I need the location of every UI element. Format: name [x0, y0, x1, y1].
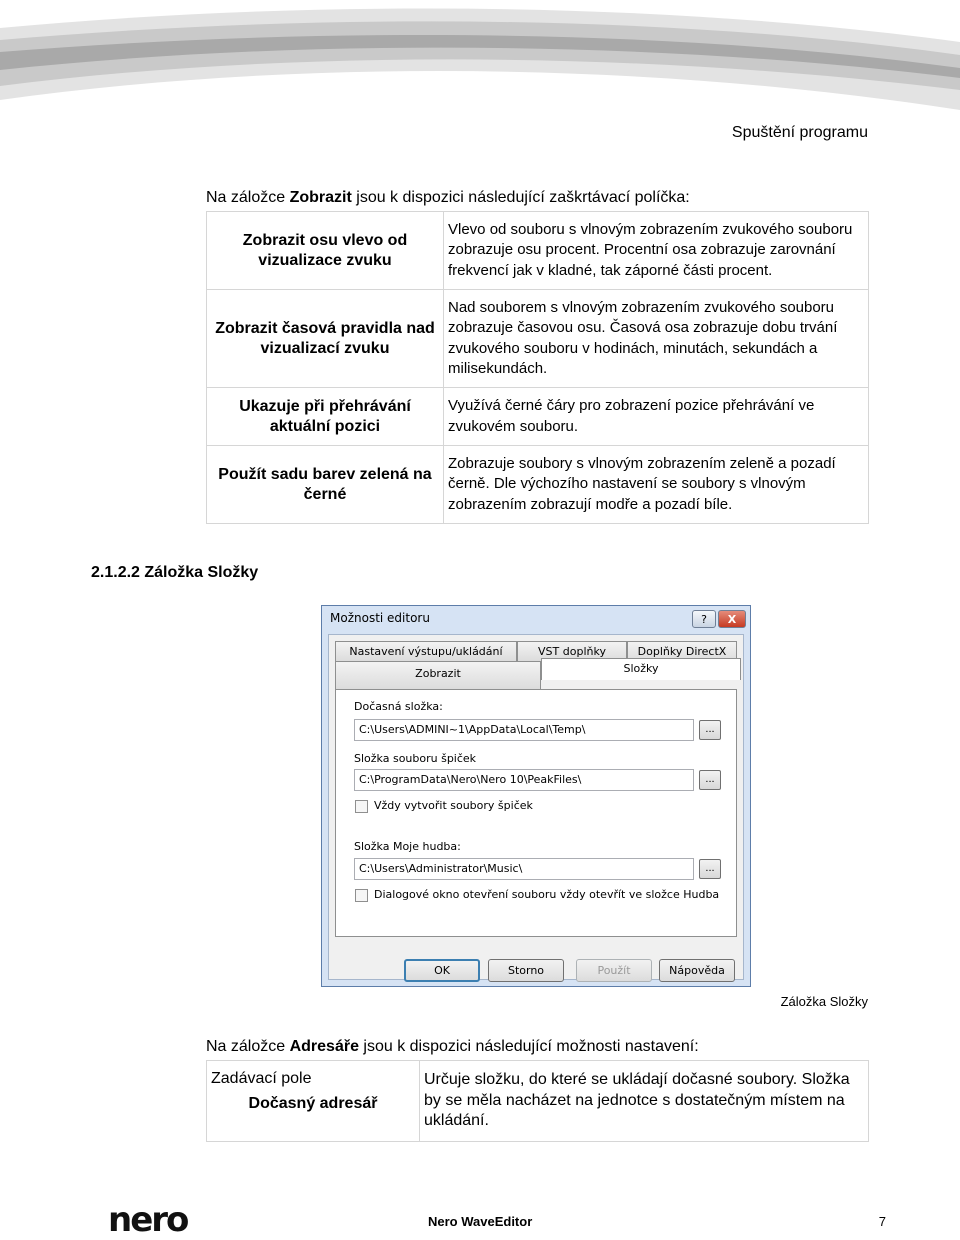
- section-title: Spuštění programu: [731, 124, 868, 141]
- help-button[interactable]: Nápověda: [659, 959, 735, 982]
- music-folder-label: Složka Moje hudba:: [354, 840, 461, 853]
- option-name: Zobrazit časová pravidla nad vizualizací zvuku: [207, 290, 444, 388]
- table-row: [207, 1061, 869, 1142]
- tab-folders[interactable]: Složky: [541, 658, 741, 680]
- tab-vst-plugins[interactable]: VST doplňky: [517, 641, 627, 661]
- option-description: Využívá černé čáry pro zobrazení pozice přehrávání ve zvukovém souboru.: [444, 388, 869, 446]
- option-type: Zadávací pole: [211, 1070, 312, 1087]
- close-icon[interactable]: X: [718, 610, 746, 628]
- dirs-tab-intro: Na záložce Adresáře jsou k dispozici následující možnosti nastavení:: [206, 1038, 699, 1055]
- music-folder-browse-button[interactable]: ...: [699, 859, 721, 879]
- peak-folder-field[interactable]: C:\ProgramData\Nero\Nero 10\PeakFiles\: [354, 769, 694, 791]
- option-description: Zobrazuje soubory s vlnovým zobrazením zeleně a pozadí černě. Dle výchozího nastavení se soubory s vlnovým zobrazením zobrazují modře a pozadí bíle.: [444, 446, 869, 524]
- option-name: [207, 1061, 420, 1142]
- help-icon[interactable]: ?: [692, 610, 716, 628]
- dialog-client: [328, 634, 744, 980]
- section-heading: 2.1.2.2 Záložka Složky: [91, 564, 259, 581]
- table-row: [207, 290, 869, 388]
- always-create-peak-label: Vždy vytvořit soubory špiček: [374, 799, 533, 812]
- nero-logo: nero: [108, 1200, 188, 1240]
- open-music-folder-checkbox[interactable]: [355, 889, 368, 902]
- cancel-button[interactable]: Storno: [488, 959, 564, 982]
- table-row: [207, 388, 869, 446]
- option-description: Nad souborem s vlnovým zobrazením zvukového souboru zobrazuje časovou osu. Časová osa zobrazuje dobu trvání zvukového souboru v hodinách, minutách, sekundách a milisekundách.: [444, 290, 869, 388]
- editor-options-dialog: [321, 605, 751, 987]
- tab-directx-plugins[interactable]: Doplňky DirectX: [627, 641, 737, 661]
- peak-folder-label: Složka souboru špiček: [354, 752, 477, 765]
- table-row: [207, 446, 869, 524]
- peak-folder-browse-button[interactable]: ...: [699, 770, 721, 790]
- header-swoosh: [0, 0, 960, 110]
- footer-product: Nero WaveEditor: [428, 1214, 533, 1229]
- music-folder-field[interactable]: C:\Users\Administrator\Music\: [354, 858, 694, 880]
- temp-folder-field[interactable]: C:\Users\ADMINI~1\AppData\Local\Temp\: [354, 719, 694, 741]
- temp-folder-browse-button[interactable]: ...: [699, 720, 721, 740]
- tab-view[interactable]: Zobrazit: [335, 661, 541, 689]
- dialog-title: Možnosti editoru: [330, 611, 430, 625]
- figure-caption: Záložka Složky: [780, 994, 868, 1009]
- view-tab-intro: Na záložce Zobrazit jsou k dispozici následující zaškrtávací políčka:: [206, 189, 690, 206]
- table-row: [207, 212, 869, 290]
- dirs-options-table: [206, 1060, 869, 1142]
- option-title: Dočasný adresář: [248, 1094, 378, 1112]
- view-options-table: [206, 211, 869, 524]
- apply-button: Použít: [576, 959, 652, 982]
- option-name: Zobrazit osu vlevo od vizualizace zvuku: [207, 212, 444, 290]
- option-name: Ukazuje při přehrávání aktuální pozici: [207, 388, 444, 446]
- option-description: Určuje složku, do které se ukládají dočasné soubory. Složka by se měla nacházet na jednotce s dostatečným místem na ukládání.: [420, 1061, 869, 1142]
- ok-button[interactable]: OK: [404, 959, 480, 982]
- open-music-folder-label: Dialogové okno otevření souboru vždy otevřít ve složce Hudba: [374, 888, 720, 901]
- option-name: Použít sadu barev zelená na černé: [207, 446, 444, 524]
- page-number: 7: [878, 1214, 886, 1229]
- temp-folder-label: Dočasná složka:: [354, 700, 443, 713]
- always-create-peak-checkbox[interactable]: [355, 800, 368, 813]
- folders-panel: [335, 689, 737, 937]
- option-description: Vlevo od souboru s vlnovým zobrazením zvukového souboru zobrazuje osu procent. Procentní osa zobrazuje zarovnání frekvencí jak v kladné, tak záporné části procent.: [444, 212, 869, 290]
- tab-output-saving[interactable]: Nastavení výstupu/ukládání: [335, 641, 517, 661]
